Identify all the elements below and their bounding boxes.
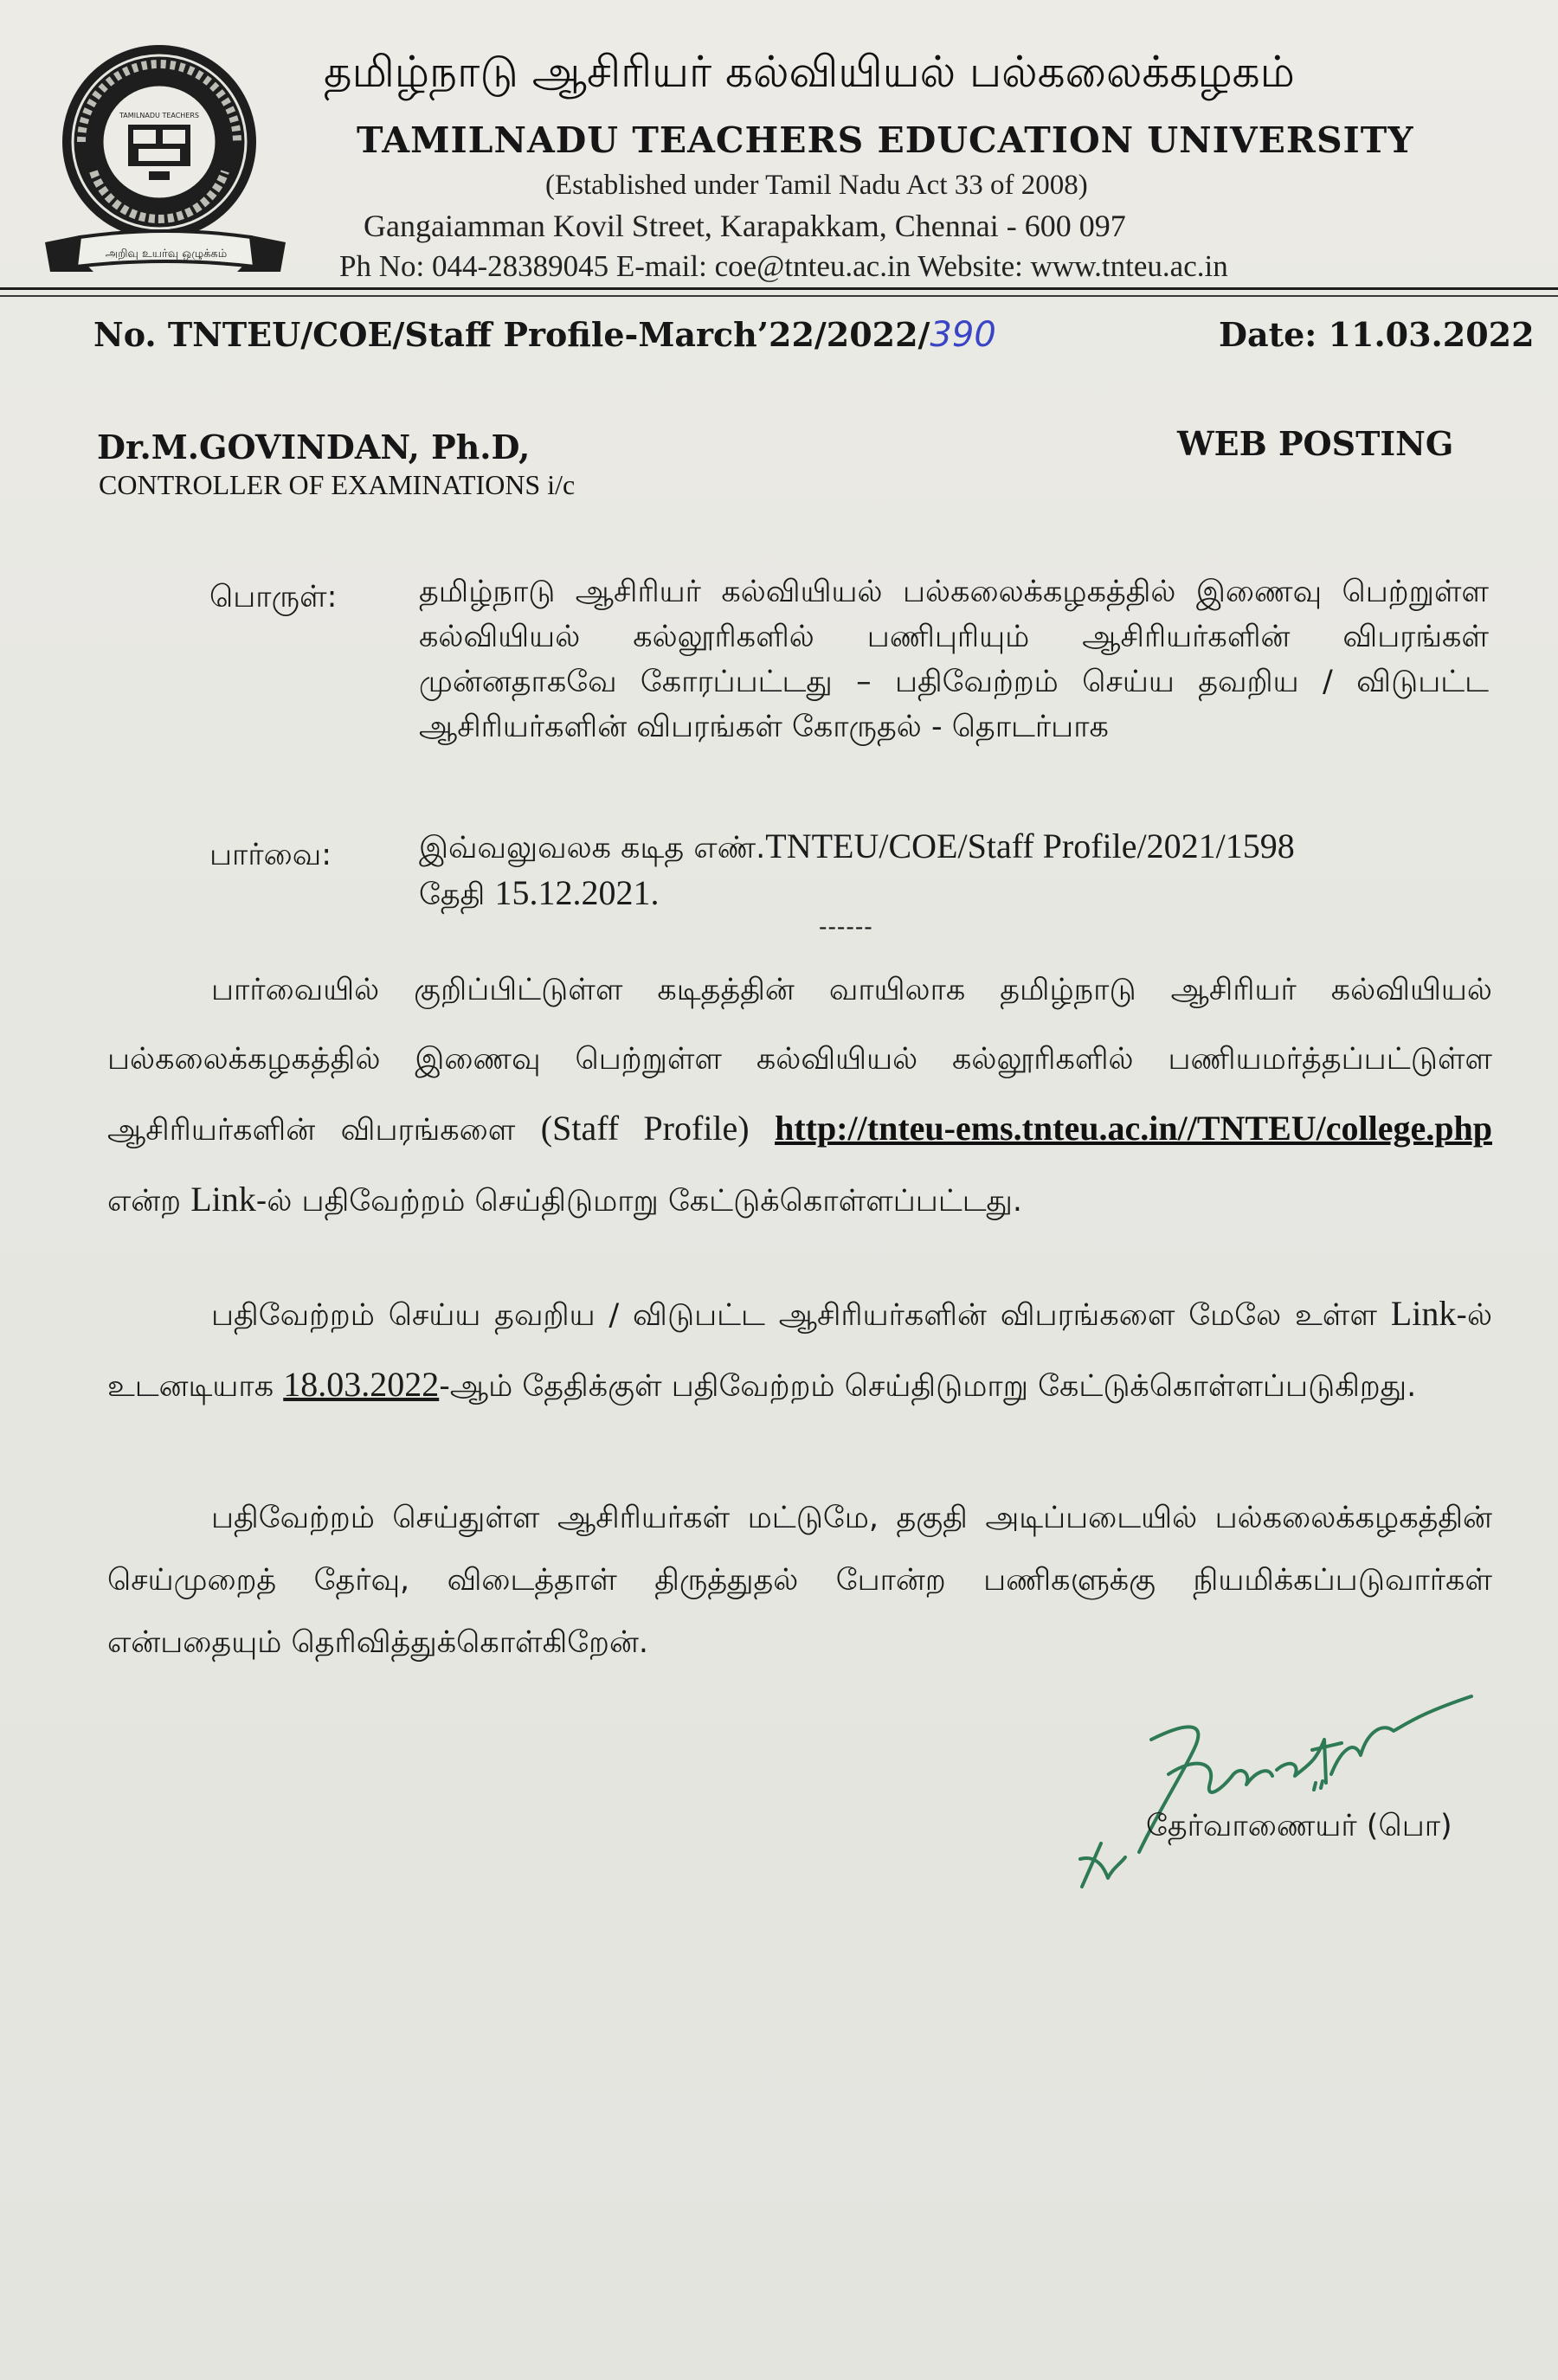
sender-title: CONTROLLER OF EXAMINATIONS i/c	[99, 469, 576, 500]
p2-text-c: -ஆம் தேதிக்குள் பதிவேற்றம் செய்திடுமாறு கேட்டுக்கொள்ளப்படுகிறது.	[439, 1369, 1417, 1404]
p1-text-a: பார்வையில் குறிப்பிட்டுள்ள கடிதத்தின் வாயிலாக தமிழ்நாடு ஆசிரியர் கல்வியியல் பல்கலைக்கழகத்தில் இணைவு பெற்றுள்ள கல்வியியல் கல்லூரிகளில் பணியமர்த்தப்பட்டுள்ள ஆசிரியர்களின் விபரங்களை	[107, 973, 1492, 1148]
signatory-designation: தேர்வாணையர் (பொ)	[1146, 1809, 1452, 1843]
university-name-english: TAMILNADU TEACHERS EDUCATION UNIVERSITY	[357, 119, 1414, 161]
web-posting-label: WEB POSTING	[1177, 424, 1454, 463]
deadline-date: 18.03.2022	[283, 1365, 440, 1404]
university-name-tamil: தமிழ்நாடு ஆசிரியர் கல்வியியல் பல்கலைக்கழகம்	[324, 47, 1295, 97]
established-line: (Established under Tamil Nadu Act 33 of 2008)	[545, 170, 1088, 201]
reference-prefix: இவ்வலுவலக கடித எண்.	[419, 831, 766, 865]
body-paragraph-3: பதிவேற்றம் செய்துள்ள ஆசிரியர்கள் மட்டுமே, தகுதி அடிப்படையில் பல்கலைக்கழகத்தின் செய்முறைத் தேர்வு, விடைத்தாள் திருத்துதல் போன்ற பணிகளுக்கு நியமிக்கப்படுவார்கள் என்பதையும் தெரிவித்துக்கொள்கிறேன்.	[107, 1501, 1492, 1660]
header-rule-secondary	[0, 295, 1558, 297]
p1-staff-profile: (Staff Profile)	[540, 1109, 750, 1148]
university-seal-icon	[59, 42, 260, 242]
p2-text-a: பதிவேற்றம் செய்ய தவறிய / விடுபட்ட ஆசிரியர்களின் விபரங்களை மேலே உள்ள	[211, 1298, 1391, 1333]
contact-line: Ph No: 044-28389045 E-mail: coe@tnteu.ac.in Website: www.tnteu.ac.in	[339, 249, 1228, 283]
reference-number	[93, 315, 996, 355]
letter-date: Date: 11.03.2022	[1219, 315, 1535, 354]
p1-link-word: Link	[190, 1180, 256, 1219]
p1-text-b: என்ற	[107, 1184, 191, 1219]
sender-name: Dr.M.GOVINDAN, Ph.D,	[97, 428, 531, 466]
reference-text	[419, 824, 1489, 917]
body-paragraph-1	[107, 955, 1492, 1236]
college-portal-link[interactable]: http://tnteu-ems.tnteu.ac.in//TNTEU/college.php	[775, 1109, 1492, 1148]
p1-text-c: -ல் பதிவேற்றம் செய்திடுமாறு கேட்டுக்கொள்ளப்பட்டது.	[255, 1184, 1023, 1219]
reference-date-prefix: தேதி	[419, 878, 495, 912]
svg-text:TAMILNADU TEACHERS: TAMILNADU TEACHERS	[119, 112, 200, 119]
reference-label: பார்வை:	[209, 838, 332, 872]
address-line: Gangaiamman Kovil Street, Karapakkam, Chennai - 600 097	[364, 209, 1126, 243]
p2-text-b: -ல் உடனடியாக	[107, 1298, 1492, 1404]
subject-label: பொருள்:	[209, 580, 338, 614]
seal-motto: அறிவு உயர்வு ஒழுக்கம்	[105, 248, 228, 261]
reference-letter-number: TNTEU/COE/Staff Profile/2021/1598	[765, 827, 1295, 865]
p2-link-word: Link	[1390, 1294, 1457, 1333]
reference-number-handwritten: 390	[930, 315, 996, 355]
reference-number-printed: No. TNTEU/COE/Staff Profile-March’22/2022/	[93, 315, 930, 354]
body-paragraph-2	[107, 1279, 1492, 1421]
subject-text: தமிழ்நாடு ஆசிரியர் கல்வியியல் பல்கலைக்கழகத்தில் இணைவு பெற்றுள்ள கல்வியியல் கல்லூரிகளில் பணிபுரியும் ஆசிரியர்களின் விபரங்கள் முன்னதாகவே கோரப்பட்டது – பதிவேற்றம் செய்ய தவறிய / விடுபட்ட ஆசிரியர்களின் விபரங்கள் கோருதல் - தொடர்பாக	[419, 575, 1489, 744]
reference-date: 15.12.2021.	[494, 873, 660, 912]
header-rule	[0, 287, 1558, 290]
separator: ------	[819, 912, 873, 941]
